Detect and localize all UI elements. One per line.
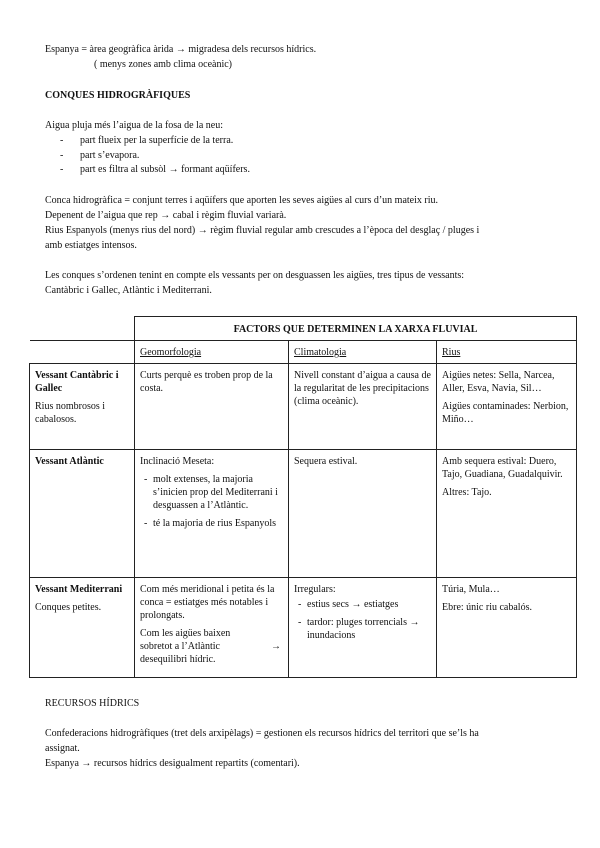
- cell-text: Curts perquè es troben prop de la costa.: [140, 370, 273, 394]
- rius-espanyols-text: Rius Espanyols (menys rius del nord) → règim fluvial regular amb crescudes a l’època del desglaç / pluges i: [45, 225, 480, 236]
- conca-definition: Conca hidrogràfica = conjunt terres i aqüífers que aporten les seves aigües al curs d’un mateix riu.: [45, 195, 439, 206]
- recursos-heading: RECURSOS HÍDRICS: [45, 698, 140, 709]
- cell-text: Amb sequera estival: Duero, Tajo, Guadiana, Guadalquivir.: [442, 456, 563, 480]
- list-item: - té la majoria de rius Espanyols: [140, 517, 283, 530]
- cell-text: Irregulars:: [294, 584, 336, 595]
- geo-list: [140, 517, 283, 530]
- list-item: - tardor: pluges torrencials → inundacions: [294, 616, 431, 642]
- col-header-geomorfologia: Geomorfologia: [135, 341, 289, 364]
- row-title: Vessant Cantàbric i Gallec: [35, 370, 119, 394]
- cell-text: Aigües netes: Sella, Narcea, Aller, Esva, Navia, Sil…: [442, 370, 555, 394]
- rius-espanyols-text-cont: amb estiatges intensos.: [45, 240, 137, 251]
- row-header-cantabric: [30, 364, 135, 450]
- cell-geo: [135, 450, 289, 578]
- row-title: Vessant Atlàntic: [35, 456, 104, 467]
- cabal-text: Depenent de l’aigua que rep → cabal i règim fluvial variarà.: [45, 210, 287, 221]
- confederacions-text-cont: assignat.: [45, 743, 80, 754]
- row-note: Conques petites.: [35, 602, 102, 613]
- table-corner: [30, 317, 135, 341]
- table-title: FACTORS QUE DETERMINEN LA XARXA FLUVIAL: [135, 317, 577, 341]
- rain-list: [60, 134, 250, 178]
- cell-text: Nivell constant d’aigua a causa de la regularitat de les precipitacions (clima oceànic).: [294, 370, 431, 407]
- list-item: - estius secs → estiatges: [294, 598, 431, 611]
- cell-rius: [437, 578, 577, 678]
- cell-text: Aigües contaminades: Nerbion, Miño…: [442, 401, 569, 425]
- cell-text: [140, 627, 283, 666]
- factors-table: [29, 316, 577, 678]
- recursos-espanya-text: Espanya → recursos hídrics desigualment repartits (comentari).: [45, 758, 300, 769]
- rain-intro: Aigua pluja més l’aigua de la fosa de la neu:: [45, 120, 223, 131]
- cell-geo: [135, 578, 289, 678]
- row-note: Rius nombrosos i cabalosos.: [35, 401, 106, 425]
- col-header-rius: Rius: [437, 341, 577, 364]
- intro-note: ( menys zones amb clima oceànic): [94, 59, 232, 70]
- vessants-text-cont: Cantàbric i Gallec, Atlàntic i Mediterrani.: [45, 285, 212, 296]
- row-title: Vessant Mediterrani: [35, 584, 123, 595]
- rain-item: - part es filtra al subsòl → formant aqüífers.: [60, 163, 250, 178]
- rain-item: - part flueix per la superfície de la terra.: [60, 134, 250, 149]
- row-header-mediterrani: [30, 578, 135, 678]
- clim-list: [294, 598, 431, 611]
- cell-text: Inclinació Meseta:: [140, 456, 215, 467]
- arrow-icon: →: [271, 641, 281, 652]
- cell-text: Altres: Tajo.: [442, 487, 492, 498]
- table-row: [30, 450, 577, 578]
- col-header-climatologia: Climatologia: [289, 341, 437, 364]
- conques-heading: CONQUES HIDROGRÀFIQUES: [45, 90, 191, 101]
- geo-list: [140, 473, 283, 512]
- vessants-text: Les conques s’ordenen tenint en compte els vessants per on desguassen les aigües, tres tipus de vessants:: [45, 270, 465, 281]
- cell-rius: [437, 364, 577, 450]
- cell-clim: [289, 450, 437, 578]
- rain-item: - part s’evapora.: [60, 149, 250, 164]
- table-corner: [30, 341, 135, 364]
- cell-text: Sequera estival.: [294, 456, 358, 467]
- table-row: [30, 578, 577, 678]
- cell-clim: [289, 364, 437, 450]
- cell-geo: [135, 364, 289, 450]
- intro-line: Espanya = àrea geogràfica àrida → migradesa dels recursos hídrics.: [45, 44, 317, 55]
- cell-text-part: Com les aigües baixen sobretot a l’Atlàntic: [140, 628, 231, 652]
- cell-rius: [437, 450, 577, 578]
- clim-list: [294, 616, 431, 642]
- row-header-atlantic: [30, 450, 135, 578]
- cell-text: Túria, Mula…: [442, 584, 500, 595]
- cell-text: Com més meridional i petita és la conca = estiatges més notables i prolongats.: [140, 584, 275, 621]
- cell-text-part: desequilibri hídric.: [140, 654, 216, 665]
- cell-clim: [289, 578, 437, 678]
- table-row: [30, 364, 577, 450]
- list-item: - molt extenses, la majoria s’inicien prop del Mediterrani i desguassen a l’Atlàntic.: [140, 473, 283, 512]
- cell-text: Ebre: únic riu cabalós.: [442, 602, 532, 613]
- confederacions-text: Confederacions hidrogràfiques (tret dels arxipèlags) = gestionen els recursos hídrics del territori que se’ls ha: [45, 728, 479, 739]
